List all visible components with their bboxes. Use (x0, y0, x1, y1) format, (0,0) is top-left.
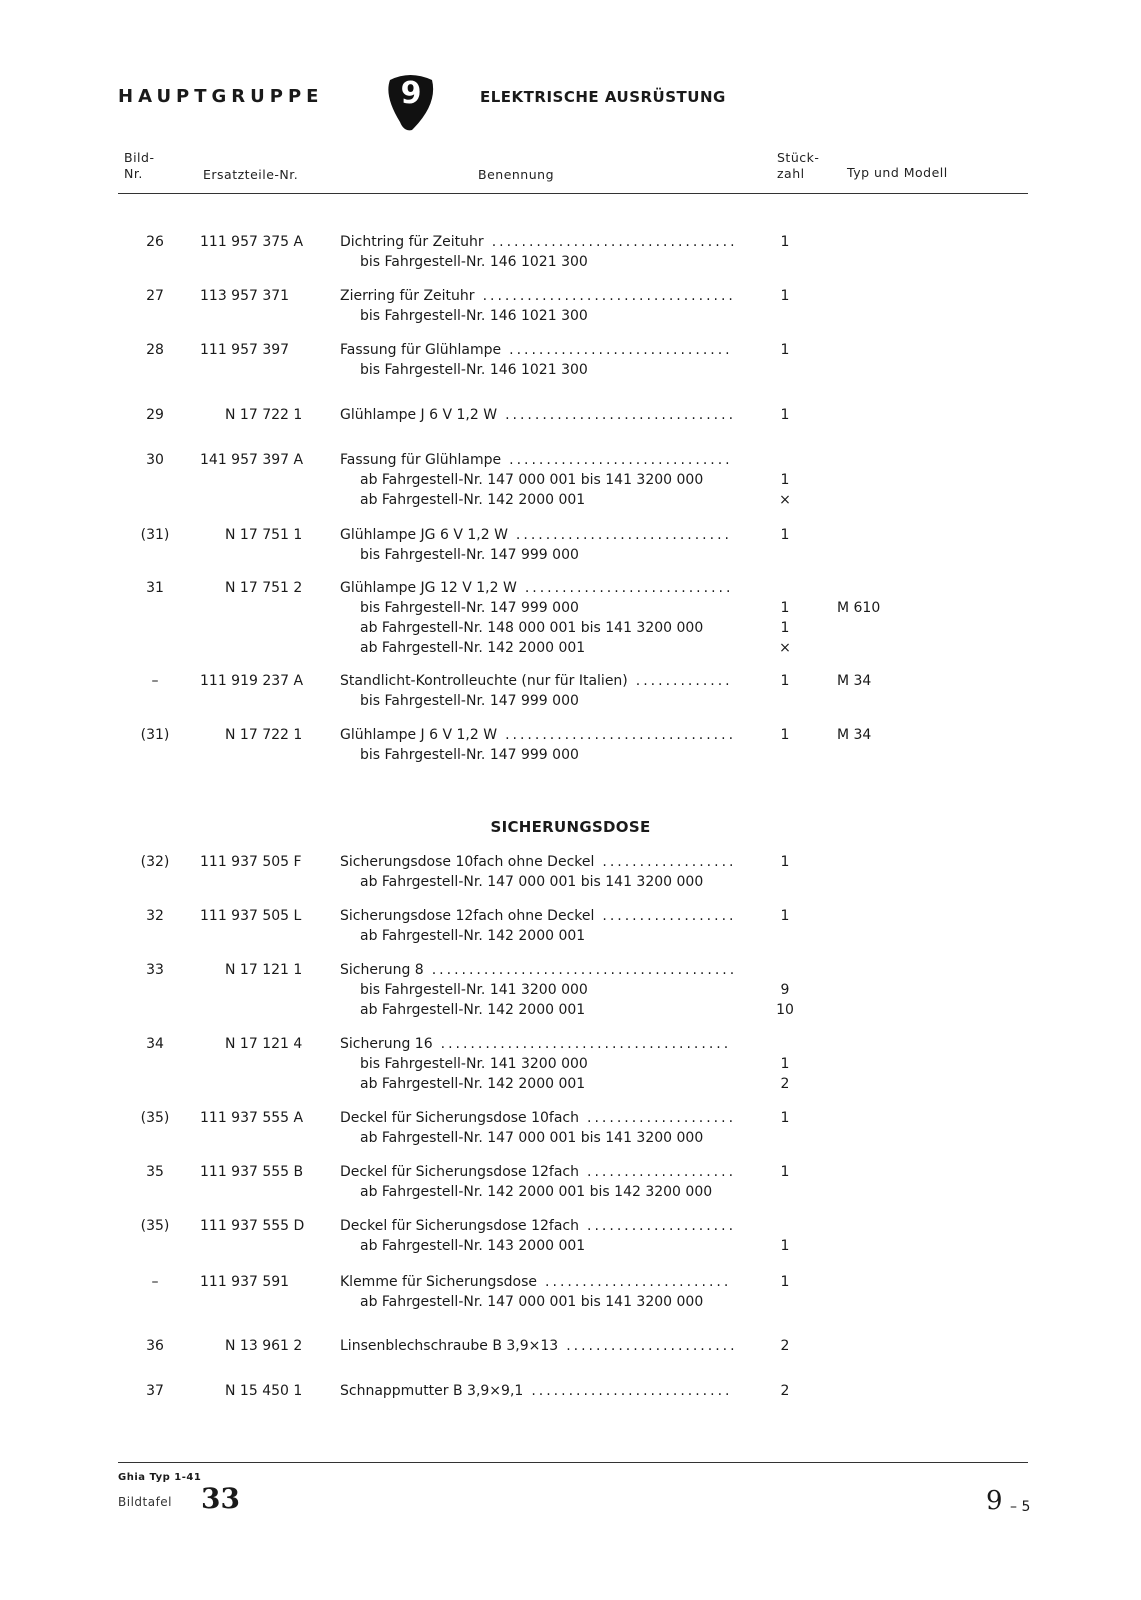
description-text: bis Fahrgestell-Nr. 141 3200 000 (360, 982, 588, 998)
dot-leader: ............. (635, 673, 733, 689)
dot-leader: .............................. (509, 342, 733, 358)
row-description-sub (340, 306, 750, 326)
row-quantity: 1 (780, 527, 790, 543)
description-text: ab Fahrgestell-Nr. 147 000 001 bis 141 3200 000 (360, 1294, 704, 1310)
row-part-number: 111 919 237 A (200, 673, 304, 689)
description-text: Glühlampe JG 12 V 1,2 W (340, 580, 517, 596)
description-text: Deckel für Sicherungsdose 12fach (340, 1164, 580, 1180)
dot-leader: .................... (587, 1110, 737, 1126)
row-part-number: 111 937 505 F (200, 854, 302, 870)
description-text: ab Fahrgestell-Nr. 143 2000 001 (360, 1238, 586, 1254)
page-subnumber: – 5 (1010, 1499, 1031, 1515)
row-description-sub (340, 638, 750, 658)
description-text: Fassung für Glühlampe (340, 452, 502, 468)
description-text: Standlicht-Kontrolleuchte (nur für Italien) (340, 673, 628, 689)
row-description-sub (340, 745, 750, 765)
row-part-number: N 17 722 1 (225, 407, 303, 423)
row-part-number: 111 937 591 (200, 1274, 290, 1290)
dot-leader: ....................................... (440, 1036, 732, 1052)
row-bild-nr: (35) (140, 1218, 170, 1234)
row-bild-nr: 31 (146, 580, 164, 596)
row-part-number: 113 957 371 (200, 288, 290, 304)
row-description-sub (340, 1054, 750, 1074)
row-bild-nr: 33 (146, 962, 164, 978)
row-description-sub (340, 360, 750, 380)
row-description-sub (340, 1128, 750, 1148)
description-text: bis Fahrgestell-Nr. 146 1021 300 (360, 308, 588, 324)
dot-leader: ............................. (515, 527, 732, 543)
dot-leader: .................. (602, 854, 737, 870)
row-part-number: N 17 722 1 (225, 727, 303, 743)
row-bild-nr: 37 (146, 1383, 164, 1399)
description-text: bis Fahrgestell-Nr. 141 3200 000 (360, 1056, 588, 1072)
row-bild-nr: 35 (146, 1164, 164, 1180)
row-description-sub (340, 872, 750, 892)
row-description-sub (340, 470, 750, 490)
page-number: 9 (986, 1486, 1003, 1516)
row-part-number: N 17 751 1 (225, 527, 303, 543)
row-bild-nr: (31) (140, 727, 170, 743)
row-description-sub (340, 252, 750, 272)
row-bild-nr: 32 (146, 908, 164, 924)
description-text: Glühlampe JG 6 V 1,2 W (340, 527, 508, 543)
row-part-number: N 17 121 4 (225, 1036, 303, 1052)
row-quantity: 1 (780, 342, 790, 358)
row-description-sub (340, 545, 750, 565)
description-text: ab Fahrgestell-Nr. 142 2000 001 (360, 1076, 586, 1092)
description-text: Klemme für Sicherungsdose (340, 1274, 538, 1290)
row-part-number: 111 957 375 A (200, 234, 304, 250)
row-description-sub (340, 1292, 750, 1312)
group-number: 9 (400, 76, 422, 111)
description-text: Deckel für Sicherungsdose 10fach (340, 1110, 580, 1126)
description-text: ab Fahrgestell-Nr. 147 000 001 bis 141 3200 000 (360, 472, 704, 488)
row-quantity: 1 (780, 600, 790, 616)
description-text: bis Fahrgestell-Nr. 147 999 000 (360, 600, 579, 616)
description-text: Sicherungsdose 12fach ohne Deckel (340, 908, 595, 924)
row-quantity: 2 (780, 1383, 790, 1399)
row-quantity: × (779, 640, 791, 656)
model-label: Ghia Typ 1-41 (118, 1472, 202, 1483)
col-ersatzteile: Ersatzteile-Nr. (203, 167, 299, 182)
row-quantity: 1 (780, 620, 790, 636)
description-text: ab Fahrgestell-Nr. 147 000 001 bis 141 3200 000 (360, 1130, 704, 1146)
row-description-sub (340, 1182, 750, 1202)
row-description-sub (340, 691, 750, 711)
footer-rule (118, 1462, 1028, 1463)
row-part-number: 111 937 555 A (200, 1110, 304, 1126)
description-text: bis Fahrgestell-Nr. 147 999 000 (360, 547, 579, 563)
dot-leader: .................. (602, 908, 737, 924)
row-description-sub (340, 1000, 750, 1020)
description-text: ab Fahrgestell-Nr. 142 2000 001 (360, 1002, 586, 1018)
dot-leader: .............................. (509, 452, 733, 468)
dot-leader: ............................... (505, 407, 737, 423)
description-text: ab Fahrgestell-Nr. 142 2000 001 bis 142 3200 000 (360, 1184, 713, 1200)
group-label: HAUPTGRUPPE (118, 86, 324, 107)
description-text: ab Fahrgestell-Nr. 147 000 001 bis 141 3200 000 (360, 874, 704, 890)
row-bild-nr: (31) (140, 527, 170, 543)
row-quantity: 1 (780, 1238, 790, 1254)
row-quantity: 1 (780, 288, 790, 304)
row-bild-nr: 28 (146, 342, 164, 358)
col-stueckzahl: Stück- zahl (777, 150, 820, 181)
description-text: Glühlampe J 6 V 1,2 W (340, 407, 498, 423)
dot-leader: ............................... (505, 727, 737, 743)
row-typ: M 610 (837, 600, 881, 616)
dot-leader: ............................ (524, 580, 734, 596)
row-description-sub (340, 980, 750, 1000)
row-quantity: 1 (780, 1110, 790, 1126)
row-part-number: 111 937 505 L (200, 908, 302, 924)
description-text: Fassung für Glühlampe (340, 342, 502, 358)
description-text: Glühlampe J 6 V 1,2 W (340, 727, 498, 743)
row-quantity: 1 (780, 673, 790, 689)
dot-leader: ....................... (566, 1338, 738, 1354)
description-text: Sicherungsdose 10fach ohne Deckel (340, 854, 595, 870)
row-quantity: 1 (780, 234, 790, 250)
row-part-number: N 15 450 1 (225, 1383, 303, 1399)
row-bild-nr: 34 (146, 1036, 164, 1052)
row-bild-nr: 36 (146, 1338, 164, 1354)
description-text: ab Fahrgestell-Nr. 142 2000 001 (360, 640, 586, 656)
row-quantity: 9 (780, 982, 790, 998)
row-quantity: 1 (780, 1274, 790, 1290)
row-quantity: 1 (780, 1056, 790, 1072)
description-text: ab Fahrgestell-Nr. 142 2000 001 (360, 928, 586, 944)
page-title: ELEKTRISCHE AUSRÜSTUNG (480, 88, 726, 106)
description-text: ab Fahrgestell-Nr. 148 000 001 bis 141 3200 000 (360, 620, 704, 636)
row-quantity: 1 (780, 407, 790, 423)
row-quantity: 1 (780, 472, 790, 488)
dot-leader: .................................. (482, 288, 736, 304)
bildtafel-label: Bildtafel (118, 1495, 173, 1509)
description-text: ab Fahrgestell-Nr. 142 2000 001 (360, 492, 586, 508)
description-text: Linsenblechschraube B 3,9×13 (340, 1338, 559, 1354)
dot-leader: ......................................... (431, 962, 738, 978)
description-text: bis Fahrgestell-Nr. 147 999 000 (360, 747, 579, 763)
description-text: Sicherung 8 (340, 962, 424, 978)
row-quantity: × (779, 492, 791, 508)
row-description-sub (340, 926, 750, 946)
row-quantity: 2 (780, 1076, 790, 1092)
row-bild-nr: – (151, 673, 159, 689)
row-quantity: 10 (776, 1002, 794, 1018)
dot-leader: ................................. (491, 234, 738, 250)
row-description-sub (340, 1236, 750, 1256)
row-bild-nr: – (151, 1274, 159, 1290)
col-typ: Typ und Modell (847, 165, 948, 180)
col-bild: Bild- Nr. (124, 150, 155, 181)
row-description-sub (340, 618, 750, 638)
row-typ: M 34 (837, 727, 872, 743)
row-part-number: 111 937 555 D (200, 1218, 305, 1234)
description-text: bis Fahrgestell-Nr. 146 1021 300 (360, 362, 588, 378)
row-quantity: 1 (780, 727, 790, 743)
row-bild-nr: 26 (146, 234, 164, 250)
row-bild-nr: 29 (146, 407, 164, 423)
row-quantity: 1 (780, 1164, 790, 1180)
description-text: Zierring für Zeituhr (340, 288, 475, 304)
description-text: bis Fahrgestell-Nr. 146 1021 300 (360, 254, 588, 270)
row-bild-nr: 27 (146, 288, 164, 304)
description-text: Deckel für Sicherungsdose 12fach (340, 1218, 580, 1234)
bildtafel-number: 33 (201, 1482, 240, 1515)
row-description-sub (340, 490, 750, 510)
dot-leader: .................... (587, 1164, 737, 1180)
row-typ: M 34 (837, 673, 872, 689)
row-part-number: 111 957 397 (200, 342, 290, 358)
row-part-number: N 17 121 1 (225, 962, 303, 978)
row-part-number: 141 957 397 A (200, 452, 304, 468)
description-text: bis Fahrgestell-Nr. 147 999 000 (360, 693, 579, 709)
col-benennung: Benennung (478, 167, 555, 182)
row-quantity: 1 (780, 854, 790, 870)
dot-leader: ........................... (531, 1383, 733, 1399)
description-text: Sicherung 16 (340, 1036, 433, 1052)
header-rule (118, 193, 1028, 194)
row-part-number: N 17 751 2 (225, 580, 303, 596)
row-bild-nr: 30 (146, 452, 164, 468)
row-part-number: 111 937 555 B (200, 1164, 304, 1180)
row-bild-nr: (32) (140, 854, 170, 870)
dot-leader: .................... (587, 1218, 737, 1234)
dot-leader: ......................... (545, 1274, 732, 1290)
row-description-sub (340, 1074, 750, 1094)
description-text: Dichtring für Zeituhr (340, 234, 484, 250)
section-heading: SICHERUNGSDOSE (490, 818, 651, 836)
description-text: Schnappmutter B 3,9×9,1 (340, 1383, 524, 1399)
row-description-sub (340, 598, 750, 618)
row-part-number: N 13 961 2 (225, 1338, 303, 1354)
row-quantity: 1 (780, 908, 790, 924)
row-bild-nr: (35) (140, 1110, 170, 1126)
row-quantity: 2 (780, 1338, 790, 1354)
